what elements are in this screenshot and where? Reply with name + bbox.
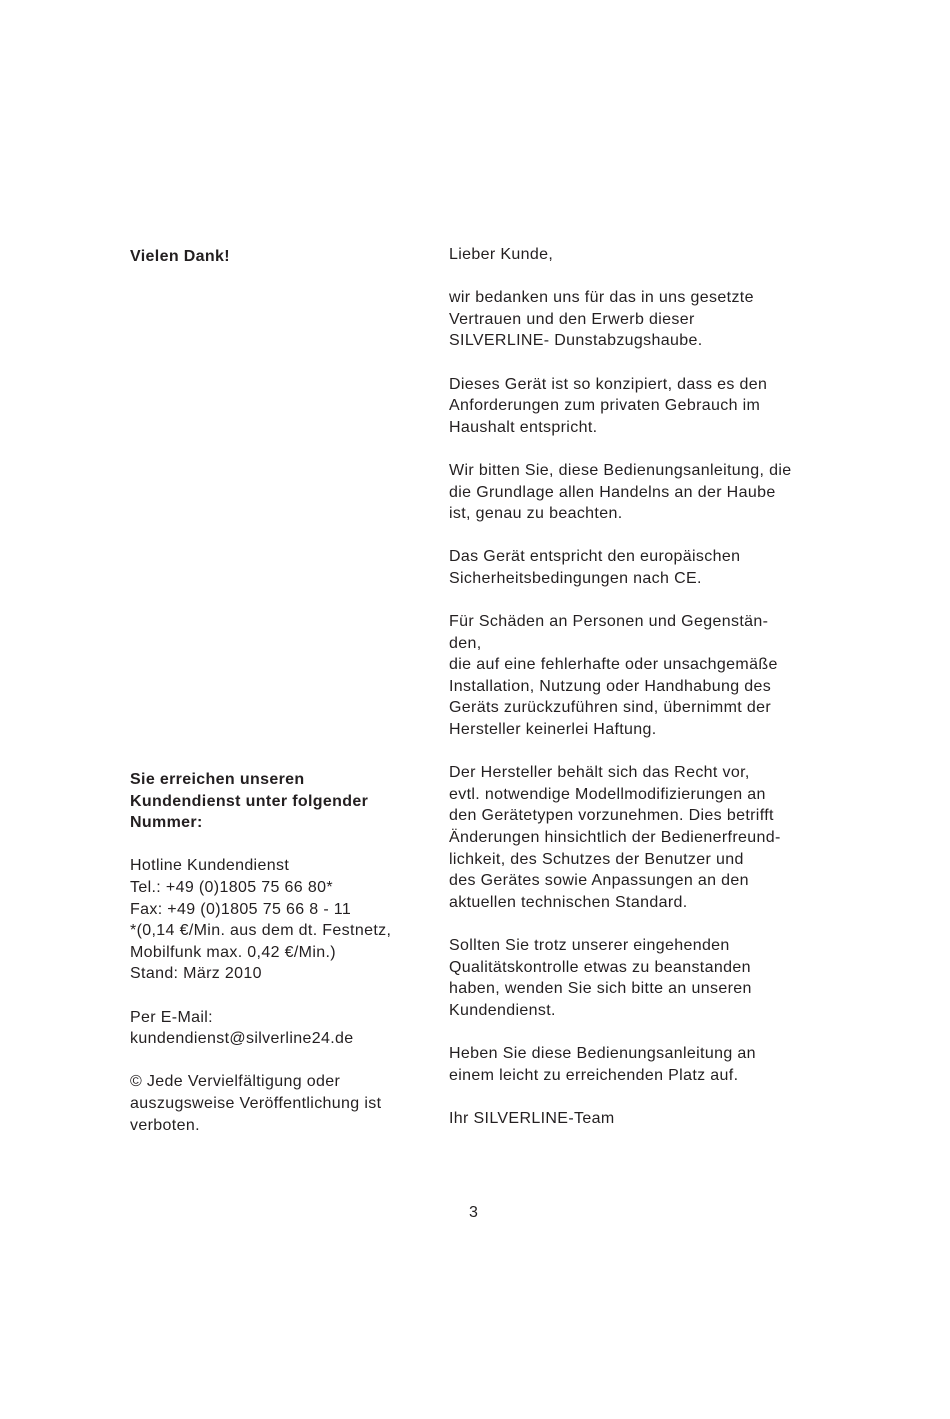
letter-line: lichkeit, des Schutzes der Benutzer und xyxy=(449,850,744,868)
hotline-line: *(0,14 €/Min. aus dem dt. Festnetz, xyxy=(130,922,392,940)
letter-line: Sicherheitsbedingungen nach CE. xyxy=(449,569,702,587)
hotline-fax: Fax: +49 (0)1805 75 66 8 - 11 xyxy=(130,900,352,918)
letter-line: Geräts zurückzuführen sind, übernimmt der xyxy=(449,699,772,717)
letter-paragraph xyxy=(449,1043,829,1086)
email-label: Per E-Mail: xyxy=(130,1008,213,1026)
letter-line: ist, genau zu beachten. xyxy=(449,505,623,523)
letter-paragraph xyxy=(449,1108,829,1130)
letter-line: Änderungen hinsichtlich der Bedienerfreund- xyxy=(449,829,781,847)
letter-line: aktuellen technischen Standard. xyxy=(449,893,688,911)
email-block xyxy=(130,1007,430,1050)
letter-line: Das Gerät entspricht den europäischen xyxy=(449,548,741,566)
letter-line: des Gerätes sowie Anpassungen an den xyxy=(449,872,749,890)
letter-line: haben, wenden Sie sich bitte an unseren xyxy=(449,980,752,998)
letter-paragraph xyxy=(449,374,829,439)
letter-paragraph xyxy=(449,611,829,741)
email-address: kundendienst@silverline24.de xyxy=(130,1030,354,1048)
letter-paragraph xyxy=(449,935,829,1021)
contact-heading-line: Kundendienst unter folgender xyxy=(130,792,369,810)
copyright-line: verboten. xyxy=(130,1116,200,1134)
copyright-block xyxy=(130,1071,430,1136)
hotline-block xyxy=(130,855,430,985)
hotline-line: Mobilfunk max. 0,42 €/Min.) xyxy=(130,943,336,961)
letter-paragraph xyxy=(449,287,829,352)
contact-heading-line: Nummer: xyxy=(130,814,203,832)
letter-line: Für Schäden an Personen und Gegenstän- xyxy=(449,613,769,631)
letter-line: Sollten Sie trotz unserer eingehenden xyxy=(449,937,730,954)
letter-line: wir bedanken uns für das in uns gesetzte xyxy=(449,289,754,307)
page-number: 3 xyxy=(469,1204,479,1221)
letter-line: den, xyxy=(449,634,482,652)
letter-paragraph xyxy=(449,546,829,589)
letter-paragraph xyxy=(449,244,829,266)
letter-line: Haushalt entspricht. xyxy=(449,418,598,436)
contact-heading xyxy=(130,769,430,834)
hotline-date: Stand: März 2010 xyxy=(130,965,262,983)
letter-line: Dieses Gerät ist so konzipiert, dass es den xyxy=(449,375,768,393)
letter-line: Heben Sie diese Bedienungsanleitung an xyxy=(449,1044,756,1062)
letter-line: Ihr SILVERLINE-Team xyxy=(449,1109,615,1127)
letter-line: Der Hersteller behält sich das Recht vor, xyxy=(449,764,750,782)
thank-you-heading: Vielen Dank! xyxy=(130,248,230,265)
letter-paragraph xyxy=(449,460,829,525)
letter-line: die Grundlage allen Handelns an der Haube xyxy=(449,483,776,501)
letter-line: einem leicht zu erreichenden Platz auf. xyxy=(449,1066,739,1084)
letter-line: Wir bitten Sie, diese Bedienungsanleitung, die xyxy=(449,461,792,479)
hotline-line: Hotline Kundendienst xyxy=(130,857,290,875)
letter-paragraph xyxy=(449,762,829,913)
copyright-line: © Jede Vervielfältigung oder xyxy=(130,1073,341,1091)
letter-line: Lieber Kunde, xyxy=(449,246,554,263)
right-column-letter xyxy=(449,244,829,1151)
letter-line: den Gerätetypen vorzunehmen. Dies betrifft xyxy=(449,807,774,825)
letter-line: Installation, Nutzung oder Handhabung des xyxy=(449,677,772,695)
left-column-contact xyxy=(130,769,430,1158)
contact-heading-line: Sie erreichen unseren xyxy=(130,771,305,788)
copyright-line: auszugsweise Veröffentlichung ist xyxy=(130,1094,382,1112)
left-column-top xyxy=(130,246,420,268)
letter-line: Hersteller keinerlei Haftung. xyxy=(449,721,657,739)
letter-line: Vertrauen und den Erwerb dieser xyxy=(449,310,695,328)
letter-line: SILVERLINE- Dunstabzugshaube. xyxy=(449,332,703,350)
letter-line: Kundendienst. xyxy=(449,1001,556,1019)
letter-line: Qualitätskontrolle etwas zu beanstanden xyxy=(449,958,751,976)
letter-line: evtl. notwendige Modellmodifizierungen an xyxy=(449,785,766,803)
letter-line: Anforderungen zum privaten Gebrauch im xyxy=(449,397,761,415)
letter-line: die auf eine fehlerhafte oder unsachgemäße xyxy=(449,656,778,674)
hotline-phone: Tel.: +49 (0)1805 75 66 80* xyxy=(130,878,333,896)
